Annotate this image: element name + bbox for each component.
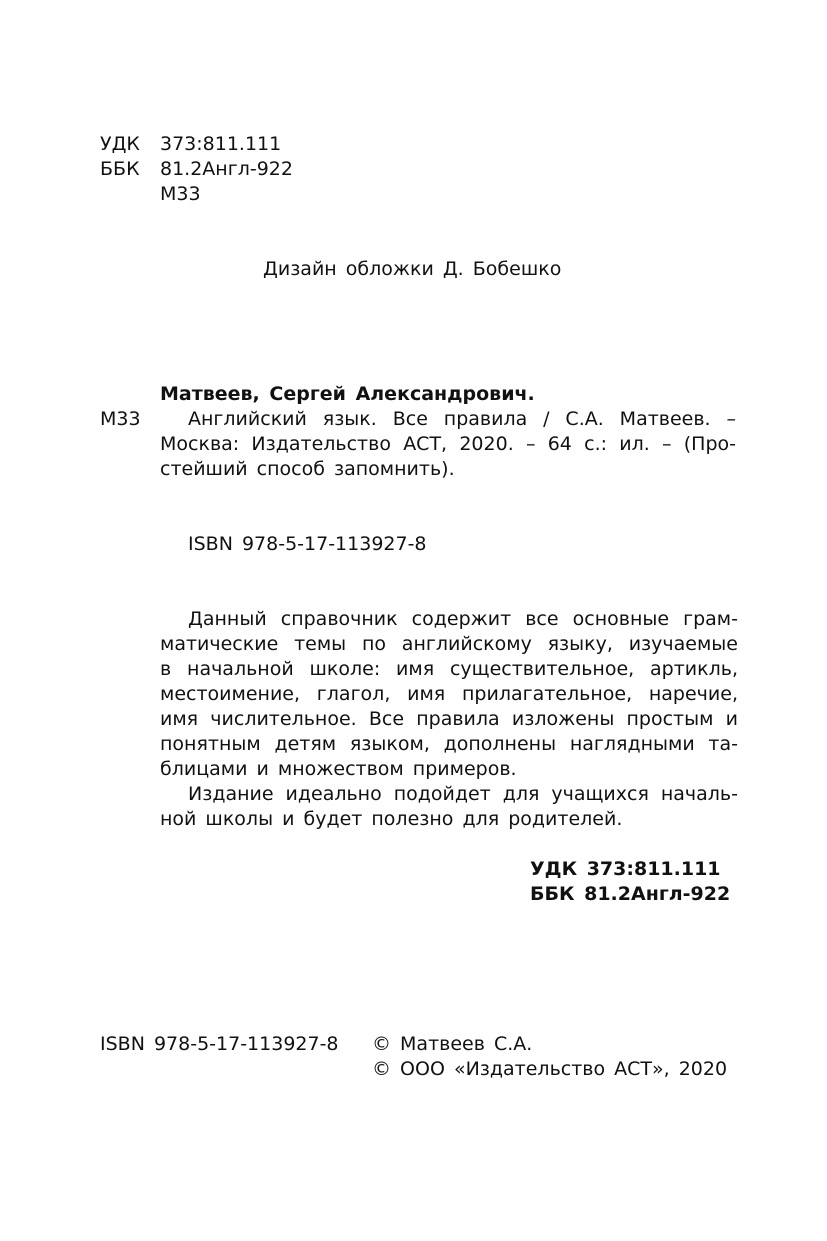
annotation-line: Данный справочник содержит все основные грам- [188, 608, 738, 630]
copyright-publisher: © ООО «Издательство АСТ», 2020 [372, 1058, 728, 1080]
author-mark: М33 [160, 183, 201, 205]
bbk-value: 81.2Англ-922 [160, 158, 293, 180]
annotation-line: имя числительное. Все правила изложены простым и [160, 708, 738, 730]
bibliographic-mark: М33 [100, 408, 141, 430]
bottom-udk: УДК 373:811.111 [530, 858, 721, 880]
isbn-line: ISBN 978-5-17-113927-8 [188, 533, 427, 555]
cover-design-credit: Дизайн обложки Д. Бобешко [263, 258, 562, 280]
udk-label: УДК [100, 133, 140, 155]
bibliographic-line: стейший способ запомнить). [160, 458, 455, 480]
footer-isbn: ISBN 978-5-17-113927-8 [100, 1033, 339, 1055]
annotation-line: местоимение, глагол, имя прилагательное, наречие, [160, 683, 738, 705]
annotation-line: матические темы по английскому языку, изучаемые [160, 633, 738, 655]
annotation-line: блицами и множеством примеров. [160, 758, 517, 780]
annotation-line: ной школы и будет полезно для родителей. [160, 808, 623, 830]
copyright-author: © Матвеев С.А. [372, 1033, 533, 1055]
author-heading: Матвеев, Сергей Александрович. [160, 383, 535, 405]
bibliographic-line: Английский язык. Все правила / С.А. Матвеев. – [188, 408, 736, 430]
bibliographic-line: Москва: Издательство АСТ, 2020. – 64 с.: ил. – (Про- [160, 433, 736, 455]
udk-value: 373:811.111 [160, 133, 282, 155]
annotation-line: в начальной школе: имя существительное, артикль, [160, 658, 738, 680]
annotation-line: понятным детям языком, дополнены наглядными та- [160, 733, 738, 755]
bottom-bbk: ББК 81.2Англ-922 [530, 883, 731, 905]
annotation-line: Издание идеально подойдет для учащихся началь- [188, 783, 738, 805]
bbk-label: ББК [100, 158, 140, 180]
